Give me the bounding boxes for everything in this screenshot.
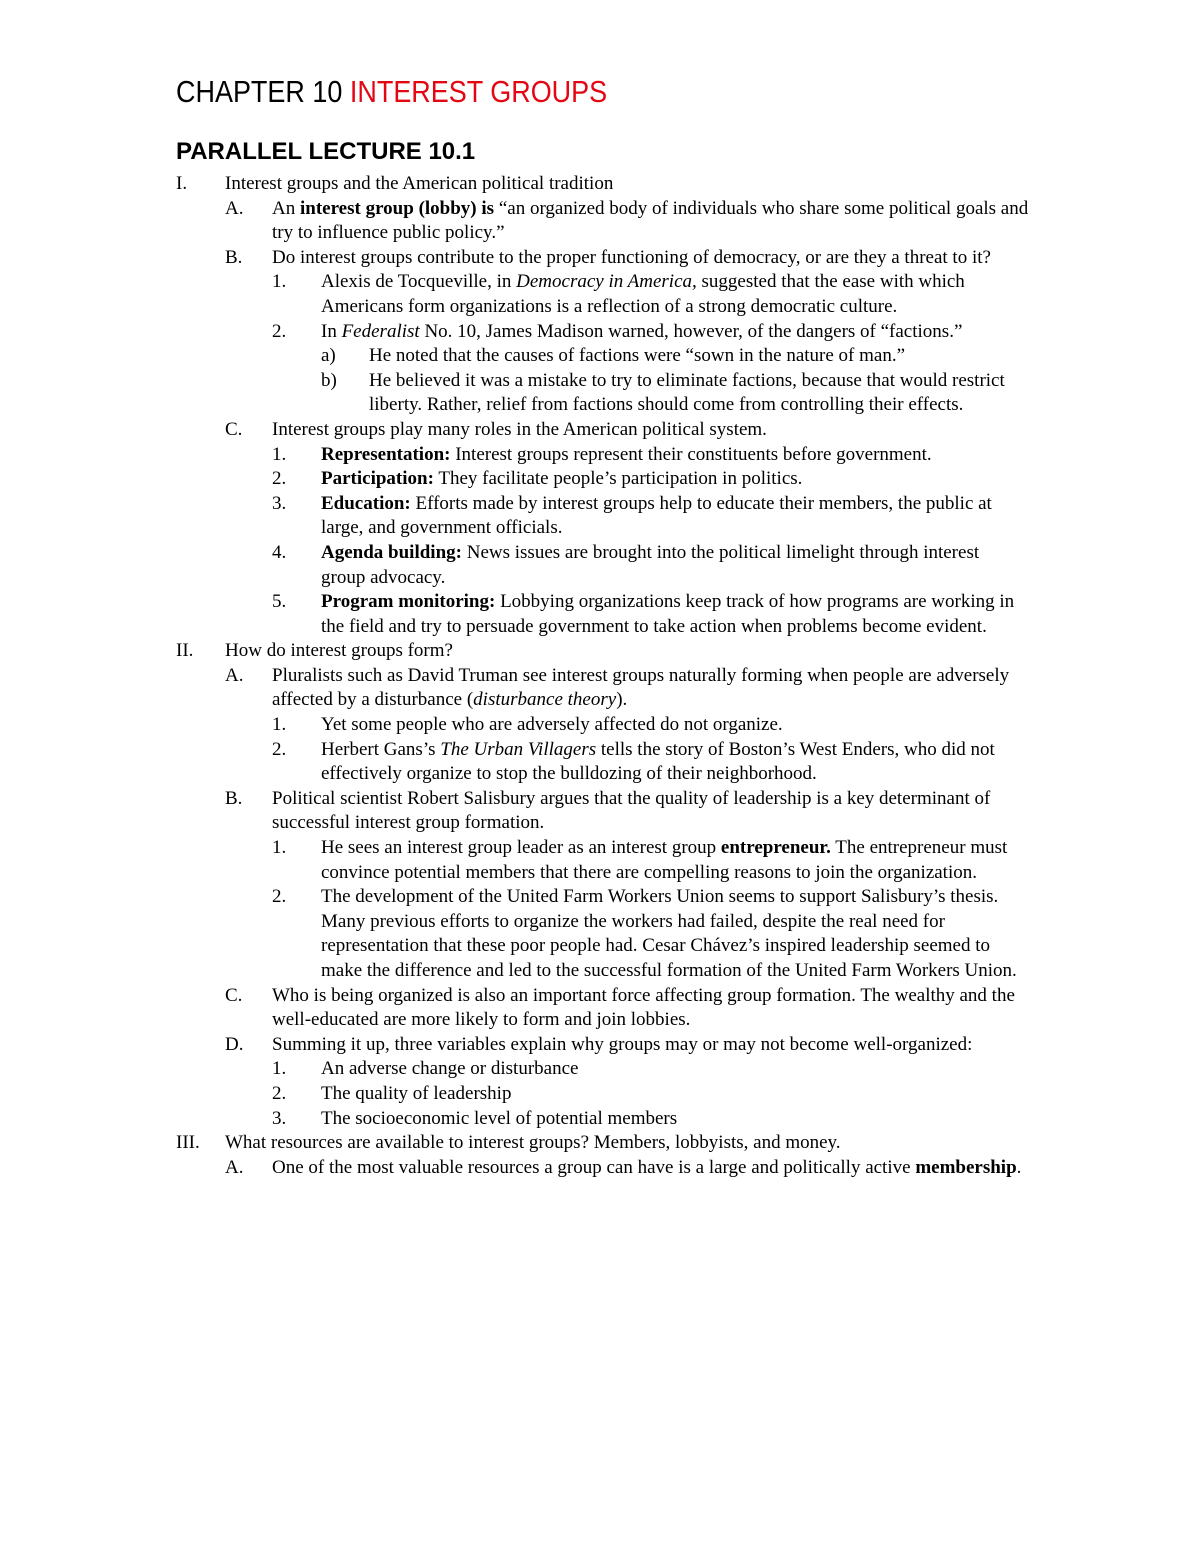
outline-text [321,467,1026,492]
outline-marker: 1. [272,271,287,293]
text-run: The socioeconomic level of potential members [321,1107,678,1129]
outline-marker: 2. [272,886,287,908]
outline-item-level-1 [0,1131,1200,1156]
outline-text [321,1082,1026,1107]
outline-marker: 1. [272,837,287,859]
outline-item-level-3 [0,590,1200,639]
outline-text [272,984,1032,1033]
outline-text [321,1107,1026,1132]
outline-text [321,836,1026,885]
text-run: News issues are brought into the political limelight through interest group advocacy. [321,541,980,588]
outline-text [272,197,1032,246]
text-run: Interest groups represent their constituents before government. [450,443,932,465]
outline-marker: I. [176,173,188,194]
outline-text [272,418,1032,443]
text-run: suggested that the ease with which Americans form organizations is a reflection of a strong democratic culture. [321,271,965,317]
outline-item-level-1 [0,639,1200,664]
outline-marker: b) [321,369,337,391]
outline-item-level-3 [0,492,1200,541]
outline-marker: C. [225,418,243,440]
outline-text [272,1156,1032,1181]
outline-marker: 3. [272,1107,287,1129]
outline-text [321,1057,1026,1082]
outline-marker: A. [225,1156,244,1178]
outline-marker: A. [225,664,244,686]
text-run: They facilitate people’s participation in politics. [433,468,803,490]
outline-text [321,492,1026,541]
text-run: He believed it was a mistake to try to eliminate factions, because that would restrict liberty. Rather, relief from factions should come from controlling their effects. [369,369,1005,416]
text-run: “an organized body of individuals who share some political goals and try to influence public policy.” [272,197,1029,244]
outline-item-level-3 [0,1082,1200,1107]
text-run: Interest groups and the American political tradition [225,173,614,194]
text-run: In [321,320,342,342]
text-run: ). [616,689,628,711]
outline-marker: 1. [272,443,287,465]
text-run: The development of the United Farm Workers Union seems to support Salisbury’s thesis. Many previous efforts to organize the workers had failed, despite the real need for representation that these poor people had. Cesar Chávez’s inspired leadership seemed to make the difference and led to the successful formation of the United Farm Workers Union. [321,886,1017,981]
lecture-outline [0,172,1200,1180]
outline-text [321,590,1026,639]
outline-item-level-3 [0,541,1200,590]
text-run: The entrepreneur must convince potential members that there are compelling reasons to join the organization. [321,837,1008,883]
outline-marker: 2. [272,738,287,760]
text-run: Alexis de Tocqueville, in [321,271,517,293]
outline-text [369,369,1009,418]
italic-title: The Urban Villagers [440,738,597,760]
outline-item-level-2 [0,418,1200,443]
outline-marker: 4. [272,541,287,563]
outline-item-level-3 [0,1107,1200,1132]
text-run: Summing it up, three variables explain why groups may or may not become well-organized: [272,1033,973,1055]
italic-title: disturbance theory [473,689,617,711]
text-run: Interest groups play many roles in the American political system. [272,418,767,440]
bold-term: Program monitoring: [321,591,496,613]
chapter-label: CHAPTER 10 [176,74,343,109]
outline-item-level-2 [0,1156,1200,1181]
outline-marker: 1. [272,714,287,736]
bold-term: entrepreneur. [720,837,831,859]
text-run: Herbert Gans’s [321,738,441,760]
bold-term: Agenda building: [321,541,462,563]
bold-term: Participation: [321,468,434,490]
text-run: Political scientist Robert Salisbury argues that the quality of leadership is a key determinant of successful interest group formation. [272,787,991,834]
outline-item-level-2 [0,787,1200,836]
bold-term: membership [915,1156,1017,1178]
text-run: Pluralists such as David Truman see interest groups naturally forming when people are adversely affected by a disturbance ( [272,664,1010,711]
outline-item-level-2 [0,984,1200,1033]
outline-text [321,738,1026,787]
text-run: Efforts made by interest groups help to educate their members, the public at large, and government officials. [321,492,992,539]
outline-marker: III. [176,1132,200,1154]
outline-text [321,443,1026,468]
text-run: An [272,197,300,219]
text-run: He noted that the causes of factions were “sown in the nature of man.” [369,345,906,367]
chapter-title [176,70,607,114]
outline-text [225,172,1025,197]
text-run: How do interest groups form? [225,640,453,662]
outline-text [225,1131,1025,1156]
text-run: No. 10, James Madison warned, however, of the dangers of “factions.” [419,320,963,342]
outline-item-level-2 [0,664,1200,713]
outline-item-level-3 [0,1057,1200,1082]
outline-text [321,320,1026,345]
text-run: What resources are available to interest groups? Members, lobbyists, and money. [225,1132,841,1154]
bold-term: Education: [321,492,411,514]
outline-item-level-2 [0,1033,1200,1058]
lecture-title: PARALLEL LECTURE 10.1 [176,138,476,165]
bold-term: is [481,197,495,219]
text-run: The quality of leadership [321,1082,512,1104]
outline-item-level-3 [0,443,1200,468]
outline-item-level-3 [0,885,1200,983]
outline-item-level-2 [0,197,1200,246]
outline-text [321,541,1026,590]
text-run: tells the story of Boston’s West Enders, who did not effectively organize to stop the bulldozing of their neighborhood. [321,738,995,785]
text-run: Yet some people who are adversely affected do not organize. [321,714,783,736]
outline-text [321,270,1026,319]
bold-term: interest group [299,197,414,219]
outline-item-level-3 [0,713,1200,738]
outline-text [272,787,1032,836]
outline-marker: 1. [272,1058,287,1080]
outline-marker: 3. [272,492,287,514]
outline-marker: A. [225,197,244,219]
outline-text [321,713,1026,738]
outline-marker: 2. [272,1082,287,1104]
outline-text [272,1033,1032,1058]
outline-marker: C. [225,984,243,1006]
text-run: He sees an interest group leader as an interest group [321,837,721,859]
outline-text [369,344,1009,369]
outline-marker: a) [321,345,336,367]
outline-marker: D. [225,1033,244,1055]
text-run: Who is being organized is also an important force affecting group formation. The wealthy and the well-educated are more likely to form and join lobbies. [272,984,1015,1031]
italic-title: Federalist [341,320,420,342]
outline-marker: 2. [272,320,287,342]
italic-title: Democracy in America, [516,271,697,293]
outline-text [321,885,1026,983]
text-run: Do interest groups contribute to the proper functioning of democracy, or are they a threat to it? [272,246,991,268]
bold-term: Representation: [321,443,451,465]
outline-item-level-4 [0,344,1200,369]
outline-item-level-3 [0,836,1200,885]
text-run: An adverse change or disturbance [321,1058,579,1080]
outline-item-level-3 [0,270,1200,319]
bold-term: (lobby) [418,197,477,219]
outline-item-level-2 [0,246,1200,271]
outline-text [225,639,1025,664]
chapter-topic: INTEREST GROUPS [349,74,608,109]
outline-text [272,246,1032,271]
outline-item-level-1 [0,172,1200,197]
outline-text [272,664,1032,713]
outline-marker: B. [225,787,243,809]
outline-item-level-3 [0,320,1200,345]
outline-marker: 5. [272,591,287,613]
outline-item-level-4 [0,369,1200,418]
text-run: One of the most valuable resources a group can have is a large and politically active [272,1156,916,1178]
outline-item-level-3 [0,738,1200,787]
text-run: Lobbying organizations keep track of how programs are working in the field and try to persuade government to take action when problems become evident. [321,591,1015,637]
outline-marker: B. [225,246,243,268]
text-run: . [1016,1156,1022,1178]
outline-marker: 2. [272,468,287,490]
outline-marker: II. [176,640,194,662]
outline-item-level-3 [0,467,1200,492]
